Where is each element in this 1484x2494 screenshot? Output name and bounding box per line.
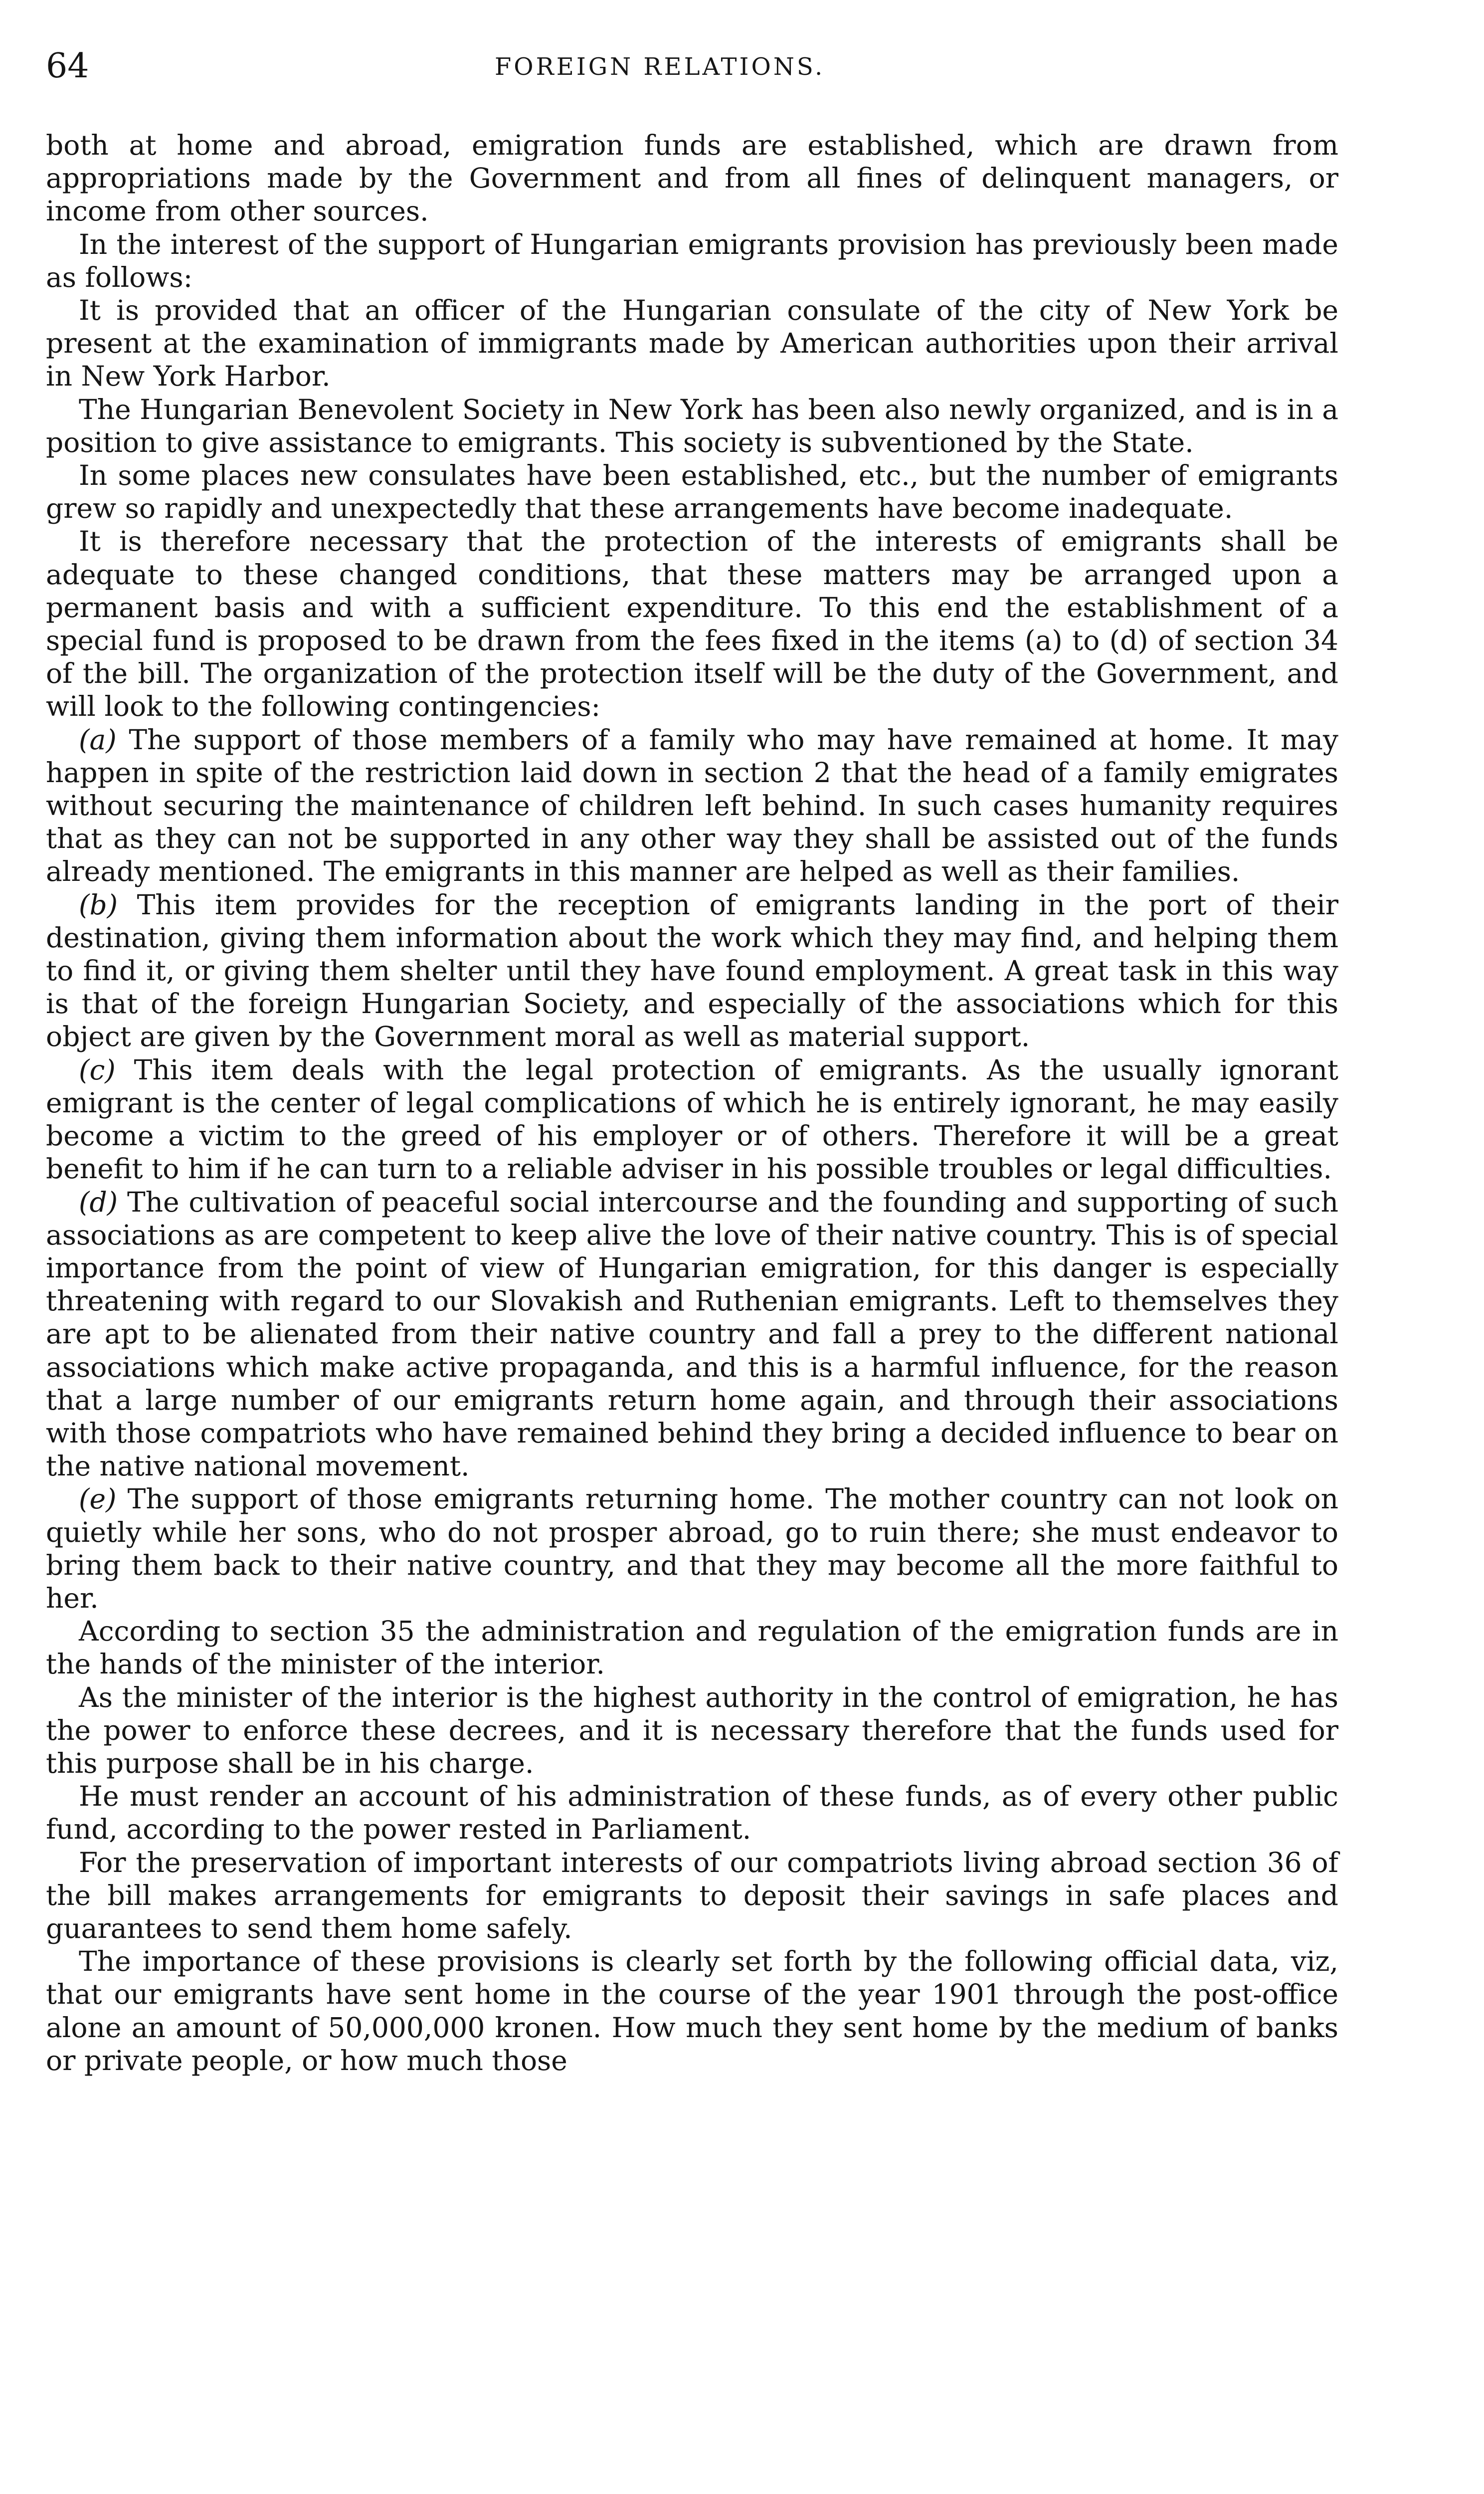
item-marker: (b) [79,888,118,921]
item-marker: (a) [79,723,117,756]
paragraph-text: both at home and abroad, emigration funds are established, which are drawn from appropriations made by the Government and from all fines of delinquent managers, or income from other sources. [46,129,1338,227]
paragraph-text: It is therefore necessary that the protection of the interests of emigrants shall be adequate to these changed conditions, that these matters may be arranged upon a permanent basis and with a sufficient expenditure. To this end the establishment of a special fund is proposed to be drawn from the fees fixed in the items (a) to (d) of section 34 of the bill. The organization of the protection itself will be the duty of the Government, and will look to the following contingencies: [46,525,1338,723]
paragraph [46,129,1338,228]
item-b-paragraph [46,888,1338,1053]
page-number: 64 [46,46,89,86]
item-e-paragraph [46,1482,1338,1615]
item-marker: (e) [79,1483,117,1515]
paragraph-text: In the interest of the support of Hungarian emigrants provision has previously been made as follows: [46,228,1338,293]
running-head [46,44,1334,89]
item-c-paragraph [46,1053,1338,1186]
paragraph-text: This item deals with the legal protection of emigrants. As the usually ignorant emigrant is the center of legal complications of which he is entirely ignorant, he may easily become a victim to the greed of his employer or of others. Therefore it will be a great benefit to him if he can turn to a reliable adviser in his possible troubles or legal difficulties. [46,1053,1338,1185]
paragraph [46,1615,1338,1680]
paragraph [46,393,1338,459]
paragraph [46,459,1338,525]
paragraph-text: The support of those emigrants returning home. The mother country can not look on quietly while her sons, who do not prosper abroad, go to ruin there; she must endeavor to bring them back to their native country, and that they may become all the more faithful to her. [46,1483,1338,1614]
body-text [46,129,1338,2077]
paragraph-text: The Hungarian Benevolent Society in New York has been also newly organized, and is in a position to give assistance to emigrants. This society is subventioned by the State. [46,393,1338,458]
paragraph-text: This item provides for the reception of emigrants landing in the port of their destination, giving them information about the work which they may find, and helping them to find it, or giving them shelter until they have found employment. A great task in this way is that of the foreign Hungarian Society, and especially of the associations which for this object are given by the Government moral as well as material support. [46,888,1338,1053]
paragraph-text: As the minister of the interior is the highest authority in the control of emigration, he has the power to enforce these decrees, and it is necessary therefore that the funds used for this purpose shall be in his charge. [46,1681,1338,1779]
paragraph [46,525,1338,723]
paragraph-text: According to section 35 the administration and regulation of the emigration funds are in the hands of the minister of the interior. [46,1615,1338,1680]
paragraph [46,228,1338,294]
item-a-paragraph [46,723,1338,888]
item-d-paragraph [46,1186,1338,1483]
paragraph-text: He must render an account of his administration of these funds, as of every other public fund, according to the power rested in Parliament. [46,1780,1338,1846]
paragraph [46,1945,1338,2077]
paragraph-text: The support of those members of a family who may have remained at home. It may happen in spite of the restriction laid down in section 2 that the head of a family emigrates without securing the maintenance of children left behind. In such cases humanity requires that as they can not be supported in any other way they shall be assisted out of the funds already mentioned. The emigrants in this manner are helped as well as their families. [46,723,1338,888]
paragraph [46,294,1338,393]
paragraph [46,1846,1338,1945]
paragraph [46,1681,1338,1780]
running-title: FOREIGN RELATIONS. [495,53,825,81]
paragraph-text: The importance of these provisions is clearly set forth by the following official data, viz, that our emigrants have sent home in the course of the year 1901 through the post-office alone an amount of 50,000,000 kronen. How much they sent home by the medium of banks or private people, or how much those [46,1945,1338,2077]
item-marker: (d) [79,1186,118,1218]
paragraph-text: In some places new consulates have been established, etc., but the number of emigrants grew so rapidly and unexpectedly that these arrangements have become inadequate. [46,459,1338,525]
paragraph [46,1780,1338,1846]
paragraph-text: It is provided that an officer of the Hungarian consulate of the city of New York be present at the examination of immigrants made by American authorities upon their arrival in New York Harbor. [46,294,1338,393]
paragraph-text: The cultivation of peaceful social intercourse and the founding and supporting of such associations as are competent to keep alive the love of their native country. This is of special importance from the point of view of Hungarian emigration, for this danger is especially threatening with regard to our Slovakish and Ruthenian emigrants. Left to themselves they are apt to be alienated from their native country and fall a prey to the different national associations which make active propaganda, and this is a harmful influence, for the reason that a large number of our emigrants return home again, and through their associations with those compatriots who have remained behind they bring a decided influence to bear on the native national movement. [46,1186,1338,1482]
item-marker: (c) [79,1053,116,1086]
paragraph-text: For the preservation of important interests of our compatriots living abroad section 36 of the bill makes arrangements for emigrants to deposit their savings in safe places and guarantees to send them home safely. [46,1846,1338,1944]
